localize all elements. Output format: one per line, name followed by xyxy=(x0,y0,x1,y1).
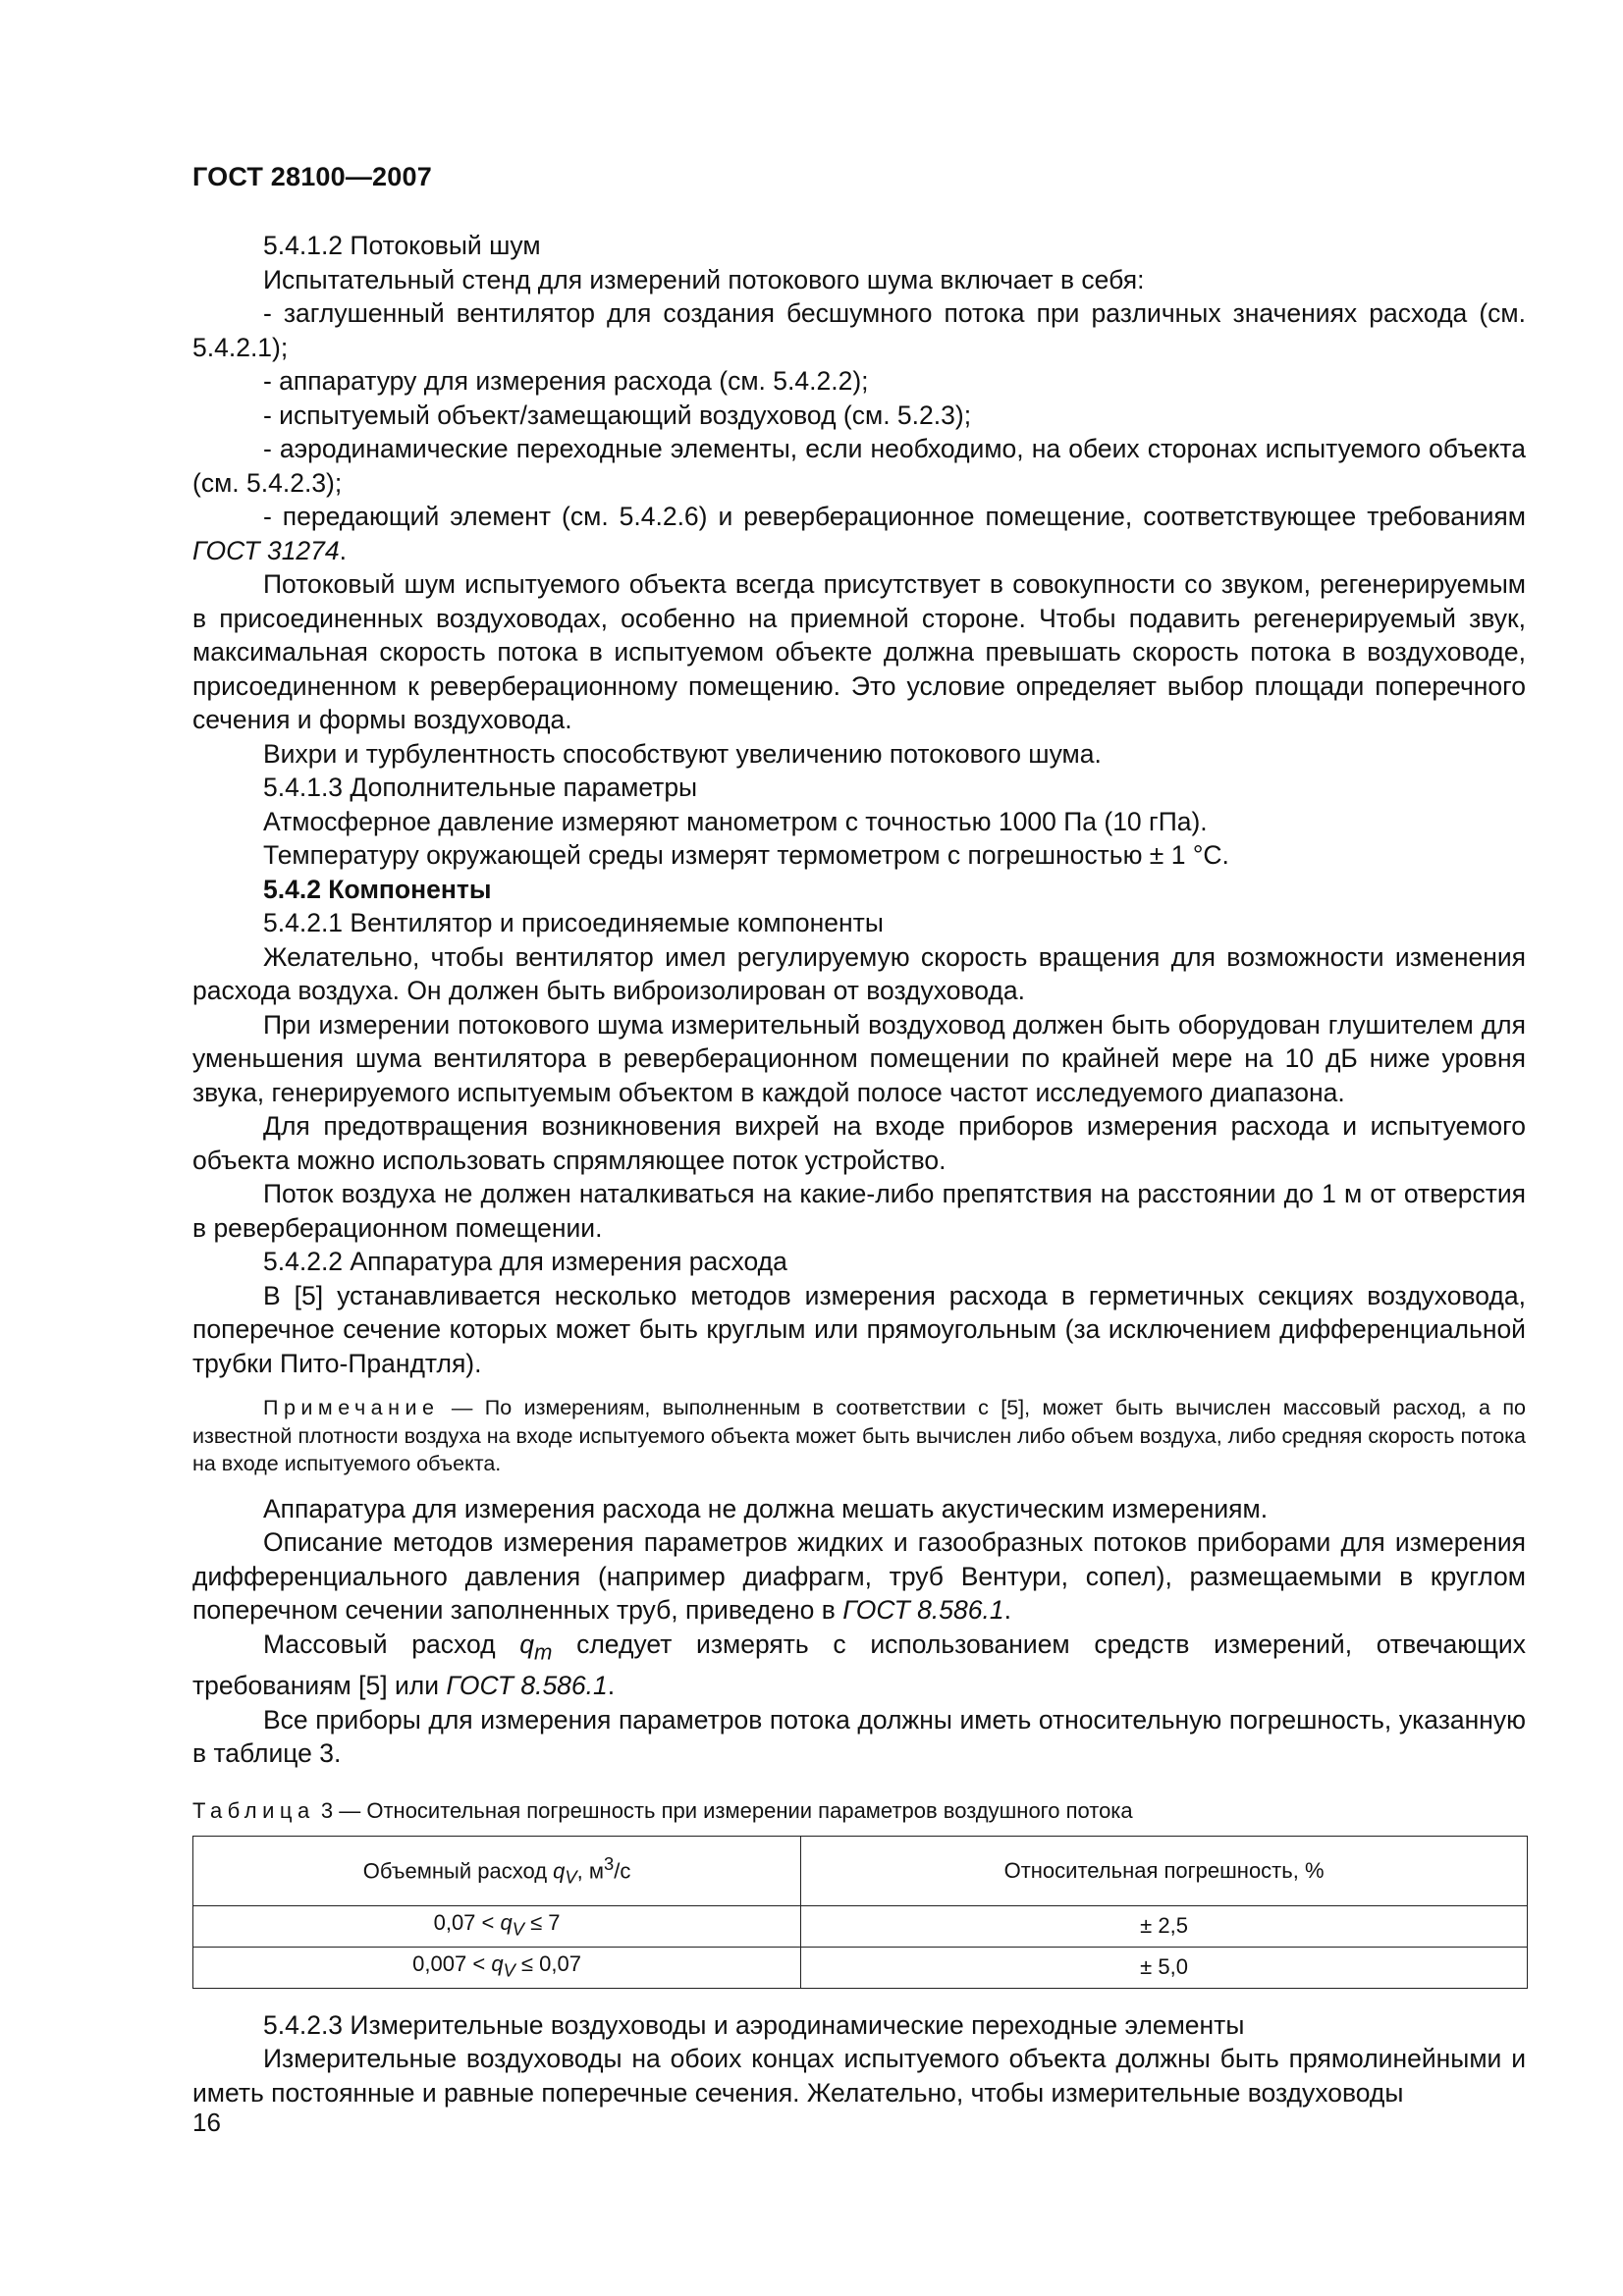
text-run: Описание методов измерения параметров жидких и газообразных потоков приборами для измерения дифференциального давления (например диафрагм, труб Вентури, сопел), размещаемыми в круглом поперечном сечении заполненных труб, приведено в xyxy=(192,1527,1526,1625)
text-run: . xyxy=(1003,1595,1011,1625)
document-header: ГОСТ 28100—2007 xyxy=(192,162,432,191)
paragraph: Измерительные воздуховоды на обоих концах испытуемого объекта должны быть прямолинейными и иметь постоянные и равные поперечные сечения. Желательно, чтобы измерительные воздуховоды xyxy=(192,2044,1526,2108)
paragraph: Температуру окружающей среды измерят термометром с погрешностью ± 1 °С. xyxy=(263,840,1229,870)
symbol: q xyxy=(491,1950,504,1976)
note-label: Примечание xyxy=(263,1396,440,1419)
paragraph: При измерении потокового шума измерительный воздуховод должен быть оборудован глушителем для уменьшения шума вентилятора в реверберационном помещении по крайней мере на 10 дБ ниже уровня звука, генерируемого испытуемым объектом в каждой полосе частот исследуемого диапазона. xyxy=(192,1009,1526,1107)
list-item xyxy=(192,500,1526,567)
list-item: - аппаратуру для измерения расхода (см. 5.4.2.2); xyxy=(263,366,869,396)
table-caption xyxy=(192,1796,1526,1826)
note xyxy=(192,1394,1526,1478)
unit-superscript: 3 xyxy=(604,1852,615,1874)
paragraph xyxy=(192,1525,1526,1628)
paragraph: Испытательный стенд для измерений потокового шума включает в себя: xyxy=(263,264,1145,294)
data-table xyxy=(192,1836,1528,1989)
table-row xyxy=(193,1947,1528,1988)
table-header-cell xyxy=(193,1836,801,1905)
section-heading: 5.4.2 Компоненты xyxy=(263,874,492,904)
table-header-cell: Относительная погрешность, % xyxy=(801,1836,1528,1905)
table-row xyxy=(193,1905,1528,1947)
text-run: Массовый расход xyxy=(263,1629,496,1659)
list-item: - аэродинамические переходные элементы, если необходимо, на обеих сторонах испытуемого объекта (см. 5.4.2.3); xyxy=(192,434,1526,498)
standard-reference: ГОСТ 8.586.1 xyxy=(842,1595,1004,1625)
table-container xyxy=(192,1836,1526,1989)
document-body xyxy=(192,229,1526,2109)
range-high: ≤ 0,07 xyxy=(520,1950,581,1976)
section-heading: 5.4.1.2 Потоковый шум xyxy=(263,231,541,260)
text-run: следует измерять с использованием средств измерений, отвечающих требованиям [5] или xyxy=(192,1629,1526,1701)
section-heading: 5.4.2.2 Аппаратура для измерения расхода xyxy=(263,1247,787,1276)
table-title: 3 — Относительная погрешность при измерении параметров воздушного потока xyxy=(320,1797,1133,1823)
paragraph xyxy=(192,1628,1526,1703)
range-high: ≤ 7 xyxy=(530,1909,561,1935)
table-cell: ± 5,0 xyxy=(801,1947,1528,1988)
text-run: - передающий элемент (см. 5.4.2.6) и реверберационное помещение, соответствующее требованиям xyxy=(263,502,1526,531)
header-text: Объемный расход xyxy=(362,1858,548,1884)
symbol: q xyxy=(519,1629,534,1659)
table-cell xyxy=(193,1905,801,1947)
paragraph: Потоковый шум испытуемого объекта всегда присутствует в совокупности со звуком, регенерируемым в присоединенных воздуховодах, особенно на приемной стороне. Чтобы подавить регенерируемый звук, максимальная скорость потока в испытуемом объекте должна превышать скорость потока в воздуховоде, присоединенном к реверберационному помещению. Это условие определяет выбор площади поперечного сечения и формы воздуховода. xyxy=(192,569,1526,734)
unit: /с xyxy=(614,1858,631,1884)
table-label: Таблица xyxy=(192,1797,315,1823)
paragraph: Поток воздуха не должен наталкиваться на какие-либо препятствия на расстоянии до 1 м от отверстия в реверберационном помещении. xyxy=(192,1179,1526,1243)
list-item: - испытуемый объект/замещающий воздуховод (см. 5.2.3); xyxy=(263,400,972,430)
paragraph: Вихри и турбулентность способствуют увеличению потокового шума. xyxy=(263,738,1102,769)
section-heading: 5.4.2.1 Вентилятор и присоединяемые компоненты xyxy=(263,908,884,937)
list-item: - заглушенный вентилятор для создания бесшумного потока при различных значениях расхода (см. 5.4.2.1); xyxy=(192,298,1526,362)
symbol: q xyxy=(553,1858,566,1884)
page-number: 16 xyxy=(192,2108,221,2137)
table-cell xyxy=(193,1947,801,1988)
section-heading: 5.4.2.3 Измерительные воздуховоды и аэродинамические переходные элементы xyxy=(263,2009,1245,2040)
symbol: q xyxy=(500,1909,513,1935)
paragraph: В [5] устанавливается несколько методов измерения расхода в герметичных секциях воздуховода, поперечное сечение которых может быть круглым или прямоугольным (за исключением дифференциальной трубки Пито-Прандтля). xyxy=(192,1280,1526,1378)
note-text: — По измерениям, выполненным в соответствии с [5], может быть вычислен массовый расход, а по известной плотности воздуха на входе испытуемого объекта может быть вычислен либо объем воздуха, либо средняя скорость потока на входе испытуемого объекта. xyxy=(192,1396,1526,1475)
symbol-subscript: V xyxy=(565,1866,577,1888)
symbol-subscript: V xyxy=(503,1959,515,1981)
paragraph: Аппаратура для измерения расхода не должна мешать акустическим измерениям. xyxy=(263,1493,1269,1523)
table-cell: ± 2,5 xyxy=(801,1905,1528,1947)
symbol-subscript: V xyxy=(512,1918,524,1940)
unit: , м xyxy=(576,1858,605,1884)
paragraph: Все приборы для измерения параметров потока должны иметь относительную погрешность, указанную в таблице 3. xyxy=(192,1704,1526,1769)
standard-reference: ГОСТ 31274 xyxy=(192,535,340,565)
symbol-subscript: m xyxy=(534,1638,553,1664)
section-heading: 5.4.1.3 Дополнительные параметры xyxy=(263,773,698,802)
paragraph: Для предотвращения возникновения вихрей на входе приборов измерения расхода и испытуемого объекта можно использовать спрямляющее поток устройство. xyxy=(192,1111,1526,1175)
range-low: 0,007 < xyxy=(412,1950,486,1976)
text-run: . xyxy=(607,1671,616,1701)
standard-reference: ГОСТ 8.586.1 xyxy=(446,1671,608,1701)
text-run: . xyxy=(339,535,348,565)
paragraph: Желательно, чтобы вентилятор имел регулируемую скорость вращения для возможности изменения расхода воздуха. Он должен быть виброизолирован от воздуховода. xyxy=(192,941,1526,1005)
paragraph: Атмосферное давление измеряют манометром с точностью 1000 Па (10 гПа). xyxy=(263,806,1208,836)
range-low: 0,07 < xyxy=(433,1909,495,1935)
table-header-row xyxy=(193,1836,1528,1905)
